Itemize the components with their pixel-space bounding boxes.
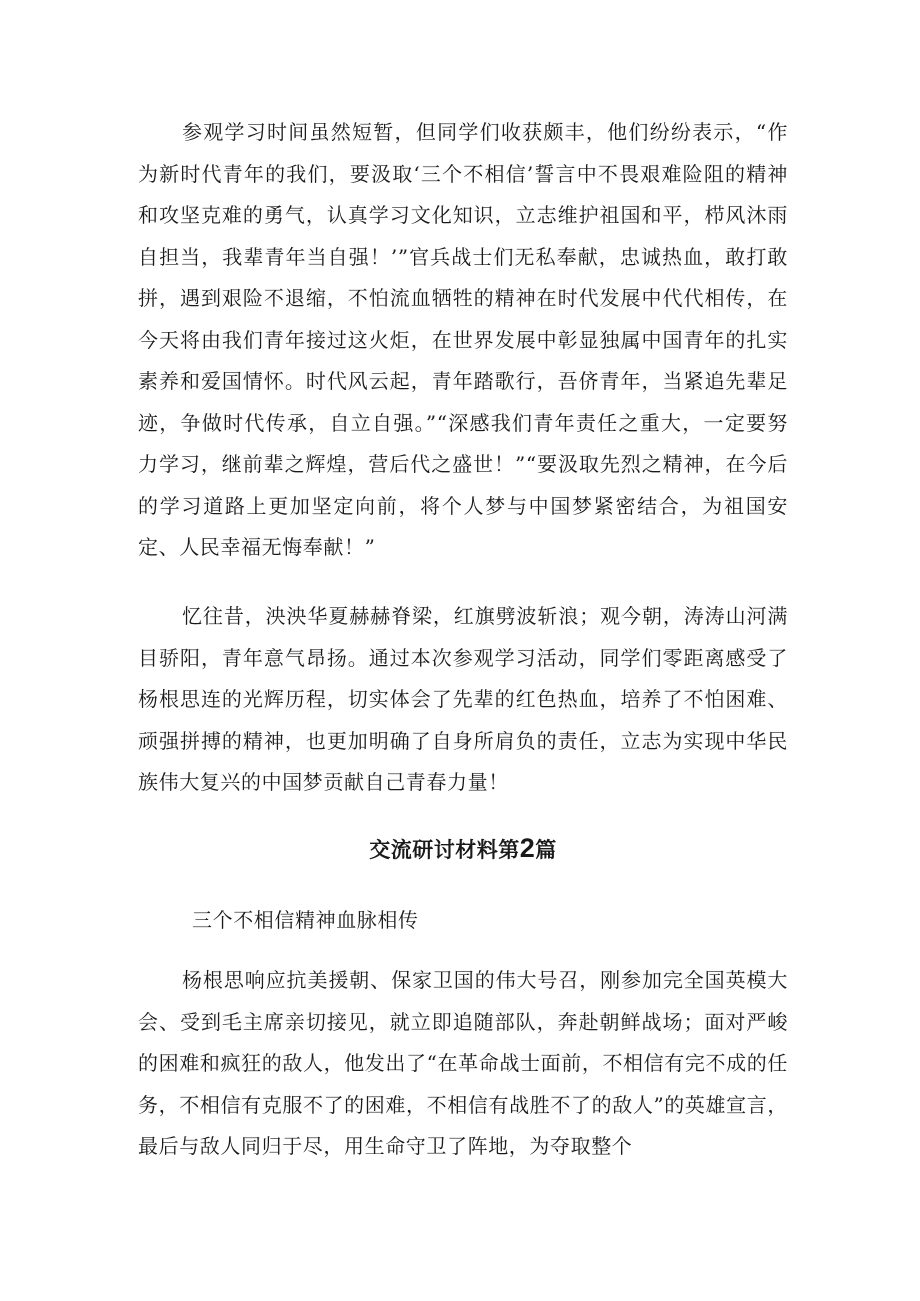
section-heading-prefix: 交流研讨材料第: [369, 837, 520, 862]
body-paragraph-3: 杨根思响应抗美援朝、保家卫国的伟大号召，刚参加完全国英模大会、受到毛主席亲切接见，就立即追随部队，奔赴朝鲜战场；面对严峻的困难和疯狂的敌人，他发出了“在革命战士面前，不相信有完不成的任务，不相信有克服不了的困难，不相信有战胜不了的敌人”的英雄宣言，最后与敌人同归于尽，用生命守卫了阵地，为夺取整个: [138, 968, 788, 1158]
section-subheading: 三个不相信精神血脉相传: [192, 908, 419, 932]
section-heading-number: 2: [519, 833, 536, 863]
body-paragraph-2: 忆往昔，泱泱华夏赫赫脊梁，红旗劈波斩浪；观今朝，涛涛山河满目骄阳，青年意气昂扬。通过本次参观学习活动，同学们零距离感受了杨根思连的光辉历程，切实体会了先辈的红色热血，培养了不怕困难、顽强拼搏的精神，也更加明确了自身所肩负的责任，立志为实现中华民族伟大复兴的中国梦贡献自己青春力量！: [138, 604, 788, 794]
section-heading: [138, 828, 788, 870]
body-paragraph-1: 参观学习时间虽然短暂，但同学们收获颇丰，他们纷纷表示，“作为新时代青年的我们，要汲取‘三个不相信’誓言中不畏艰难险阻的精神和攻坚克难的勇气，认真学习文化知识，立志维护祖国和平，栉风沐雨自担当，我辈青年当自强！’”官兵战士们无私奉献，忠诚热血，敢打敢拼，遇到艰险不退缩，不怕流血牺牲的精神在时代发展中代代相传，在今天将由我们青年接过这火炬，在世界发展中彰显独属中国青年的扎实素养和爱国情怀。时代风云起，青年踏歌行，吾侪青年，当紧追先辈足迹，争做时代传承，自立自强。”“深感我们青年责任之重大，一定要努力学习，继前辈之辉煌，营后代之盛世！”“要汲取先烈之精神，在今后的学习道路上更加坚定向前，将个人梦与中国梦紧密结合，为祖国安定、人民幸福无悔奉献！”: [138, 120, 788, 559]
section-heading-suffix: 篇: [535, 837, 557, 862]
